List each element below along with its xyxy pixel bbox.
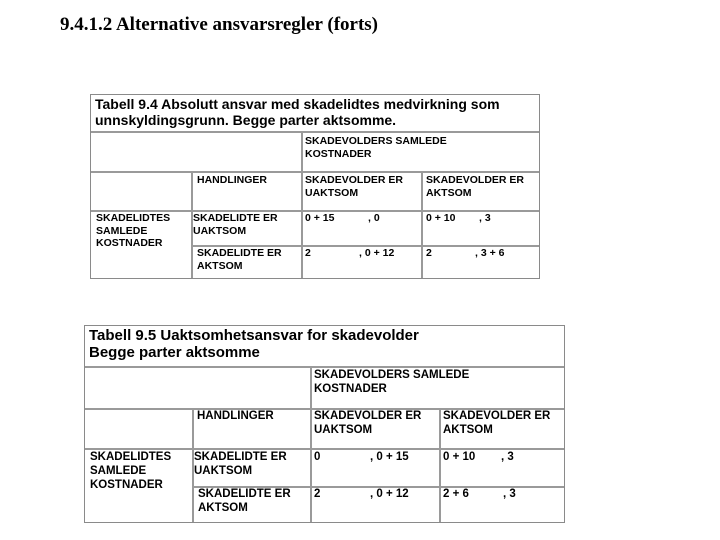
cell-value: , 3: [501, 451, 514, 463]
cell-value: 2: [305, 247, 311, 259]
caption-line: Tabell 9.5 Uaktsomhetsansvar for skadevolder: [89, 327, 419, 344]
table-9-4: [90, 94, 540, 279]
col-header-aktsom: SKADEVOLDER ER AKTSOM: [426, 174, 525, 199]
row-group-label: SKADELIDTES SAMLEDE KOSTNADER: [90, 451, 172, 491]
col-header-uaktsom: SKADEVOLDER ER UAKTSOM: [314, 410, 422, 436]
row-label-aktsom: SKADELIDTE ER AKTSOM: [198, 488, 291, 514]
top-header: SKADEVOLDERS SAMLEDE KOSTNADER: [305, 135, 447, 160]
col-header-label: HANDLINGER: [197, 410, 274, 422]
top-header: SKADEVOLDERS SAMLEDE KOSTNADER: [314, 369, 470, 395]
slide-title: 9.4.1.2 Alternative ansvarsregler (forts): [60, 14, 378, 35]
cell-value: 0 + 10: [426, 212, 456, 224]
row-label-uaktsom: SKADELIDTE ER UAKTSOM: [194, 451, 287, 477]
col-header-aktsom: SKADEVOLDER ER AKTSOM: [443, 410, 551, 436]
row-group-label: SKADELIDTES SAMLEDE KOSTNADER: [96, 212, 171, 250]
cell-value: , 0: [368, 212, 380, 224]
cell-value: 2 + 6: [443, 488, 469, 500]
cell-value: 0 + 10: [443, 451, 476, 463]
caption-line: Tabell 9.4 Absolutt ansvar med skadelidtes medvirkning som: [95, 96, 500, 112]
cell-value: 2: [314, 488, 321, 500]
table-caption: [91, 95, 539, 130]
cell-value: 0: [314, 451, 321, 463]
cell-value: 0 + 15: [305, 212, 335, 224]
col-header-label: HANDLINGER: [197, 174, 267, 186]
table-9-5: [84, 325, 565, 523]
cell-value: , 3: [503, 488, 516, 500]
cell-value: , 0 + 12: [370, 488, 409, 500]
cell-value: , 3: [479, 212, 491, 224]
row-label-aktsom: SKADELIDTE ER AKTSOM: [197, 247, 282, 272]
cell-value: , 3 + 6: [475, 247, 505, 259]
caption-line: unnskyldingsgrunn. Begge parter aktsomme.: [95, 111, 397, 128]
table-caption: [85, 326, 564, 364]
cell-value: 2: [426, 247, 432, 259]
row-label-uaktsom: SKADELIDTE ER UAKTSOM: [193, 212, 278, 237]
caption-line: Begge parter aktsomme: [89, 343, 260, 361]
cell-value: , 0 + 15: [370, 451, 409, 463]
cell-value: , 0 + 12: [359, 247, 395, 259]
col-header-uaktsom: SKADEVOLDER ER UAKTSOM: [305, 174, 404, 199]
